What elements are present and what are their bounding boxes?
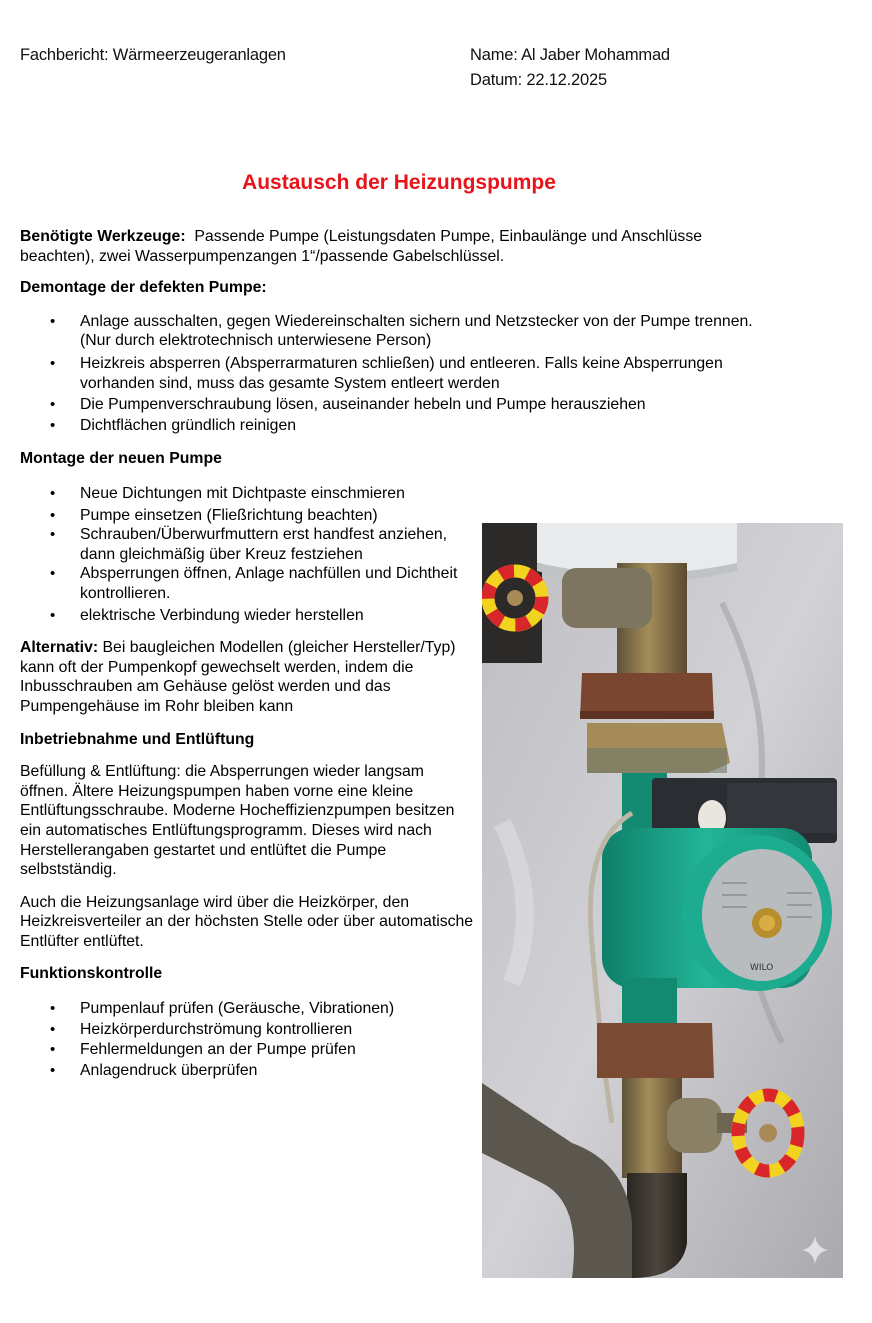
list-item: • Schrauben/Überwurfmuttern erst handfest anziehen, dann gleichmäßig über Kreuz festziehen	[20, 525, 475, 564]
alternativ-label: Alternativ:	[20, 639, 99, 657]
alternativ-text: Bei baugleichen Modellen (gleicher Hersteller/Typ) kann oft der Pumpenkopf gewechselt werden, indem die Inbusschrauben am Gehäuse gelöst werden und das Pumpengehäuse im Rohr bleiben kann	[20, 639, 456, 715]
inbetriebnahme-paragraph-2: Auch die Heizungsanlage wird über die Heizkörper, den Heizkreisverteiler an der höchsten Stelle oder über automatische Entlüfter entlüftet.	[20, 893, 474, 950]
inbetriebnahme-heading: Inbetriebnahme und Entlüftung	[20, 730, 255, 748]
demontage-heading: Demontage der defekten Pumpe:	[20, 279, 267, 297]
funktionskontrolle-heading: Funktionskontrolle	[20, 965, 163, 983]
list-item: • Heizkreis absperren (Absperrarmaturen schließen) und entleeren. Falls keine Absperrungen vorhanden sind, muss das gesamte System entleert werden	[20, 354, 780, 393]
author-name: Name: Al Jaber Mohammad	[470, 46, 670, 64]
pump-photo	[482, 523, 843, 1278]
rust-nut-lower	[597, 1023, 714, 1078]
tools-paragraph	[20, 227, 780, 266]
list-item: • Pumpe einsetzen (Fließrichtung beachten)	[20, 506, 475, 526]
list-item: • Heizkörperdurchströmung kontrollieren	[20, 1020, 475, 1040]
list-item: • Fehlermeldungen an der Pumpe prüfen	[20, 1040, 475, 1060]
inbetriebnahme-paragraph-1: Befüllung & Entlüftung: die Absperrungen wieder langsam öffnen. Ältere Heizungspumpen haben vorne eine kleine Entlüftungsschraube. Moderne Hocheffizienzpumpen besitzen ein automatisches Entlüftungsprogramm. Dieses wird nach Herstellerangaben gestartet und entlüftet die Pumpe selbstständig.	[20, 763, 455, 879]
demontage-list	[20, 312, 780, 436]
list-item: • Anlage ausschalten, gegen Wiedereinschalten sichern und Netzstecker von der Pumpe trennen. (Nur durch elektrotechnisch unterwiesene Person)	[20, 312, 780, 351]
section-left	[20, 484, 475, 1080]
list-item: • Anlagendruck überprüfen	[20, 1061, 475, 1081]
list-item: • Absperrungen öffnen, Anlage nachfüllen und Dichtheit kontrollieren.	[20, 564, 475, 603]
alternativ-paragraph	[20, 638, 475, 716]
page-title: Austausch der Heizungspumpe	[242, 171, 556, 194]
list-item: • Neue Dichtungen mit Dichtpaste einschmieren	[20, 484, 475, 504]
section-top	[20, 227, 780, 469]
tools-text: Passende Pumpe (Leistungsdaten Pumpe, Einbaulänge und Anschlüsse beachten), zwei Wasserpumpenzangen 1“/passende Gabelschlüssel.	[20, 228, 702, 265]
pump-brand: WILO	[750, 963, 774, 973]
list-item: • Pumpenlauf prüfen (Geräusche, Vibrationen)	[20, 999, 475, 1019]
report-subject: Fachbericht: Wärmeerzeugeranlagen	[20, 46, 286, 64]
funktionskontrolle-list	[20, 999, 475, 1080]
report-date: Datum: 22.12.2025	[470, 71, 607, 89]
montage-heading: Montage der neuen Pumpe	[20, 450, 222, 468]
list-item: • Die Pumpenverschraubung lösen, auseinander hebeln und Pumpe herausziehen	[20, 395, 780, 415]
list-item: • Dichtflächen gründlich reinigen	[20, 416, 780, 436]
tools-label: Benötigte Werkzeuge:	[20, 228, 186, 245]
montage-list	[20, 484, 475, 625]
list-item: • elektrische Verbindung wieder herstellen	[20, 606, 475, 626]
bottom-pipe	[627, 1173, 687, 1278]
